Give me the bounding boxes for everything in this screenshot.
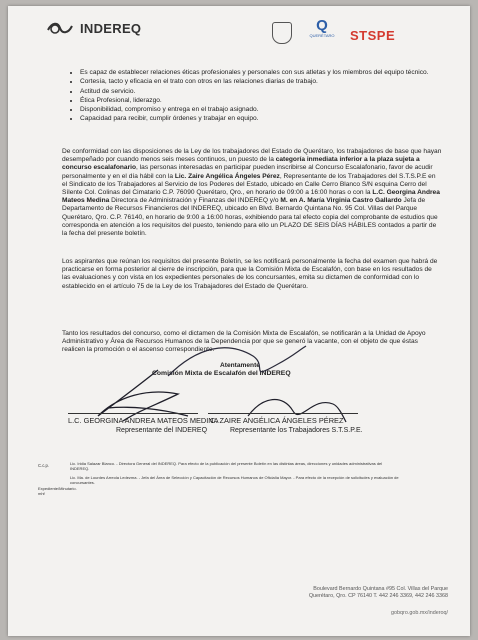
expediente-note [38,487,77,496]
address-line: Querétaro, Qro. CP 76140 T. 442 246 3369, 442 246 3368 [308,593,448,599]
list-item: • Es capaz de establecer relaciones éticas profesionales y personales con sus atletas y los miembros del equipo técnico. [80,68,440,77]
right-signer-name: C. ZAIRE ANGÉLICA ÁNGELES PÉREZ [210,416,344,425]
indereq-brand: INDEREQ [80,20,142,36]
footer-address [298,586,448,600]
footer-website: gobqro.gob.mx/inderoq/ [391,610,448,616]
cc-line: Lic. Iridia Salazar Blanco. - Directora General del INDEREQ. Para efecto de la publicación del presente Boletín en las distintas áreas, direcciones y unidades administrativas del INDEREQ. [70,461,383,471]
list-item: • Cortesía, tacto y eficacia en el trato con otros en las relaciones diarias de trabajo. [80,77,440,86]
list-item: • Ética Profesional, liderazgo. [80,96,440,105]
paragraph-results: Tanto los resultados del concurso, como el dictamen de la Comisión Mixta de Escalafón, se notificarán a la Unidad de Apoyo Administrativo y Área de Recursos Humanos de la Dependencia por que se generó la vacante, con el objeto de que éstas realicen la promoción o el ascenso correspondiente. [62,330,426,354]
paragraph-exam: Los aspirantes que reúnan los requisitos del presente Boletín, se les notificará personalmente la fecha del examen que habrá de practicarse en forma posterior al cierre de inscripción, para que la Comisión Mixta de Escalafón, con base en los resultados de las evaluaciones y con vista en los expedientes personales de los concursantes, emita su dictamen de conformidad con lo establecido en el artículo 75 de la Ley de los Trabajadores del Estado de Querétaro. [62,258,438,290]
commission-name: Comisión Mixta de Escalafón del INDEREQ [152,370,291,377]
signature-line-right [208,413,358,414]
queretaro-q-icon: Q [316,17,328,34]
requirements-list [70,68,440,124]
paragraph-registration: De conformidad con las disposiciones de la Ley de los trabajadores del Estado de Querétaro, los trabajadores de base que hayan desempeñado por cuando menos seis meses continuos, un puesto de la categoría inmediata inferior a la plaza sujeta a concurso escalafonario, las personas interesadas en participar pueden inscribirse al Concurso Escalafonario, favor de acudir personalmente y en el día hábil con la Lic. Zaire Angélica Ángeles Pérez, Representante de los Trabajadores del S.T.S.P.E en el Sindicato de los Trabajadores al Servicio de los Poderes del Estado, ubicado en Calle Cerro Blanco S/N esquina Cerro del Sílente Col. Colinas del Cimatario C.P. 76090 Querétaro, Qro., en horario de 09:00 a 16:00 horas o con la L.C. Georgina Andrea Mateos Medina Directora de Administración y Finanzas del INDEREQ y/o M. en A. María Virginia Castro Gallardo Jefa de Departamento de Recursos Financieros del INDEREQ, ubicado en Blvd. Bernardo Quintana No. 95 Col. Villas del Parque Querétaro, Qro. C.P. 76140, en horario de 9:00 a 16:00 horas, exhibiendo para tal efecto copia del comprobante de estudios que corresponda en atención a los requisitos del puesto, teniendo para ello un PLAZO DE SEIS DÍAS HÁBILES contados a partir de la fecha del presente boletín. [62,148,442,238]
list-item: • Disponibilidad, compromiso y entrega en el trabajo asignado. [80,105,440,114]
indereq-loop-icon [46,20,76,36]
closing-atentamente: Atentamente [220,362,260,369]
cc-line: Lic. Ma. de Lourdes Arreola Ledezma. - Jefa del Área de Selección y Capacitación de Recursos Humanos de Oficialía Mayor. - Para efecto de la recepción de solicitudes y evaluación de concursantes. [70,475,399,485]
left-signer-role: Representante del INDEREQ [116,427,208,434]
indereq-logo [46,20,141,36]
state-seal-icon [272,22,292,44]
queretaro-logo [304,18,340,38]
cc-label: C.c.p. [38,463,49,468]
list-item: • Capacidad para recibir, cumplir órdenes y trabajar en equipo. [80,114,440,123]
document-page [8,6,470,636]
queretaro-label: QUERÉTARO [309,33,335,38]
address-line: Boulevard Bernardo Quintana #95 Col. Villas del Parque [313,586,448,592]
right-signer-role: Representante los Trabajadores S.T.S.P.E. [230,427,363,434]
list-item: • Actitud de servicio. [80,87,440,96]
initials: mhf [38,490,45,496]
left-signer-name: L.C. GEORGINA ANDREA MATEOS MEDINA [68,416,219,425]
stspe-logo: STSPE [350,28,396,43]
expediente-label: Expediente/Minutario. [38,486,77,491]
signature-line-left [68,413,198,414]
